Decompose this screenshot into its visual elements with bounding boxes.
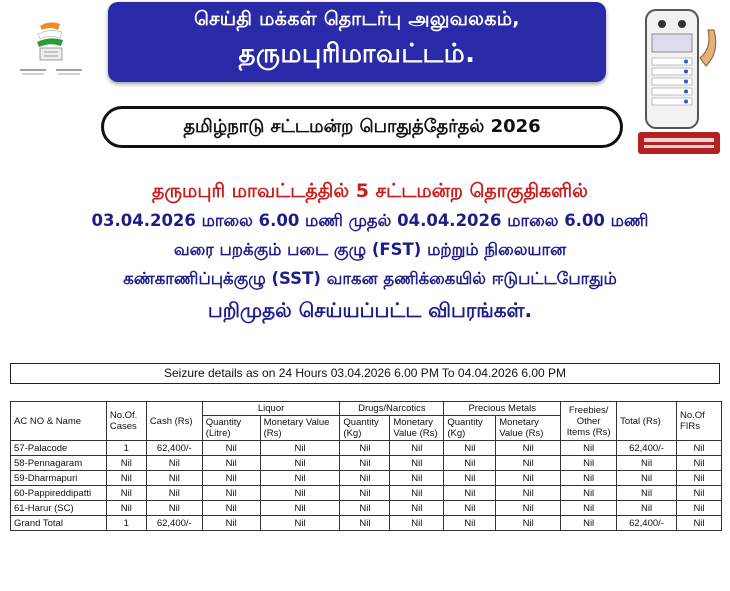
table-cell: Nil bbox=[561, 471, 617, 486]
table-row bbox=[11, 501, 722, 516]
row-ac-name: 57-Palacode bbox=[11, 441, 107, 456]
grand-total-row bbox=[11, 516, 722, 531]
table-cell: Nil bbox=[260, 471, 340, 486]
table-cell: Nil bbox=[617, 456, 677, 471]
table-row bbox=[11, 486, 722, 501]
table-cell: Nil bbox=[617, 471, 677, 486]
row-ac-name: Grand Total bbox=[11, 516, 107, 531]
header-banner bbox=[108, 2, 606, 82]
table-cell: Nil bbox=[340, 456, 390, 471]
header-metals-qty: Quantity (Kg) bbox=[444, 416, 496, 441]
description-heading: தருமபுரி மாவட்டத்தில் 5 சட்டமன்ற தொகுதிகளில் bbox=[152, 180, 588, 202]
header-drugs-value: Monetary Value (Rs) bbox=[390, 416, 444, 441]
table-cell: Nil bbox=[561, 441, 617, 456]
header-ac-name: AC NO & Name bbox=[11, 402, 107, 441]
table-cell: Nil bbox=[496, 456, 561, 471]
table-cell: Nil bbox=[444, 501, 496, 516]
table-cell: Nil bbox=[390, 501, 444, 516]
table-cell: Nil bbox=[340, 516, 390, 531]
table-cell: Nil bbox=[340, 501, 390, 516]
table-cell: Nil bbox=[106, 501, 146, 516]
description-period: 03.04.2026 மாலை 6.00 மணி முதல் 04.04.2026 மாலை 6.00 மணி bbox=[91, 211, 649, 230]
table-cell: Nil bbox=[444, 471, 496, 486]
table-cell: Nil bbox=[676, 471, 721, 486]
table-row bbox=[11, 441, 722, 456]
header-drugs: Drugs/Narcotics bbox=[340, 402, 444, 416]
table-cell: Nil bbox=[676, 516, 721, 531]
table-cell: Nil bbox=[617, 486, 677, 501]
header-cases: No.Of. Cases bbox=[106, 402, 146, 441]
table-cell: Nil bbox=[106, 471, 146, 486]
table-cell: Nil bbox=[390, 456, 444, 471]
header-drugs-qty: Quantity (Kg) bbox=[340, 416, 390, 441]
table-cell: Nil bbox=[260, 486, 340, 501]
table-cell: 62,400/- bbox=[617, 441, 677, 456]
table-cell: Nil bbox=[340, 471, 390, 486]
seizure-caption: Seizure details as on 24 Hours 03.04.2026 6.00 PM To 04.04.2026 6.00 PM bbox=[10, 363, 720, 384]
header-metals-value: Monetary Value (Rs) bbox=[496, 416, 561, 441]
header-firs: No.Of FIRs bbox=[676, 402, 721, 441]
table-cell: Nil bbox=[106, 486, 146, 501]
table-cell: Nil bbox=[202, 516, 260, 531]
table-cell: Nil bbox=[444, 486, 496, 501]
table-header-row-1 bbox=[11, 402, 722, 416]
table-cell: Nil bbox=[496, 486, 561, 501]
table-cell: Nil bbox=[340, 441, 390, 456]
table-cell: Nil bbox=[561, 486, 617, 501]
table-cell: Nil bbox=[340, 486, 390, 501]
table-cell: Nil bbox=[617, 501, 677, 516]
table-cell: Nil bbox=[146, 486, 202, 501]
table-cell: Nil bbox=[202, 486, 260, 501]
voter-awareness-mascot bbox=[634, 8, 724, 156]
table-cell: Nil bbox=[260, 456, 340, 471]
table-cell: Nil bbox=[676, 486, 721, 501]
table-cell: Nil bbox=[444, 456, 496, 471]
header-freebies: Freebies/ Other Items (Rs) bbox=[561, 402, 617, 441]
table-row bbox=[11, 471, 722, 486]
row-ac-name: 59-Dharmapuri bbox=[11, 471, 107, 486]
table-cell: Nil bbox=[106, 456, 146, 471]
table-cell: Nil bbox=[260, 501, 340, 516]
description-line-sst: கண்காணிப்புக்குழு (SST) வாகன தணிக்கையில் ஈடுபட்டபோதும் bbox=[123, 269, 617, 288]
header-cash: Cash (Rs) bbox=[146, 402, 202, 441]
seizure-table bbox=[10, 401, 722, 531]
table-cell: Nil bbox=[444, 516, 496, 531]
table-cell: Nil bbox=[390, 471, 444, 486]
table-cell: 1 bbox=[106, 441, 146, 456]
table-cell: Nil bbox=[146, 456, 202, 471]
table-cell: Nil bbox=[444, 441, 496, 456]
table-cell: Nil bbox=[676, 456, 721, 471]
table-cell: Nil bbox=[561, 501, 617, 516]
header-total: Total (Rs) bbox=[617, 402, 677, 441]
description-line-fst: வரை பறக்கும் படை குழு (FST) மற்றும் நிலையான bbox=[173, 240, 567, 259]
table-cell: Nil bbox=[146, 501, 202, 516]
table-cell: Nil bbox=[496, 441, 561, 456]
row-ac-name: 61-Harur (SC) bbox=[11, 501, 107, 516]
table-cell: Nil bbox=[390, 486, 444, 501]
table-cell: Nil bbox=[676, 501, 721, 516]
table-cell: Nil bbox=[496, 516, 561, 531]
table-cell: Nil bbox=[202, 456, 260, 471]
table-cell: Nil bbox=[676, 441, 721, 456]
table-cell: Nil bbox=[146, 471, 202, 486]
table-cell: Nil bbox=[260, 516, 340, 531]
description-closing: பறிமுதல் செய்யப்பட்ட விபரங்கள். bbox=[207, 298, 533, 322]
header-office-title: செய்தி மக்கள் தொடர்பு அலுவலகம், bbox=[194, 8, 520, 30]
header-liquor-value: Monetary Value (Rs) bbox=[260, 416, 340, 441]
header-metals: Precious Metals bbox=[444, 402, 561, 416]
row-ac-name: 60-Pappireddipatti bbox=[11, 486, 107, 501]
header-liquor: Liquor bbox=[202, 402, 340, 416]
table-cell: Nil bbox=[496, 471, 561, 486]
table-cell: Nil bbox=[390, 441, 444, 456]
election-title: தமிழ்நாடு சட்டமன்ற பொதுத்தேர்தல் 2026 bbox=[101, 106, 623, 148]
table-cell: Nil bbox=[496, 501, 561, 516]
table-cell: Nil bbox=[202, 441, 260, 456]
table-row bbox=[11, 456, 722, 471]
table-cell: 1 bbox=[106, 516, 146, 531]
table-cell: Nil bbox=[202, 471, 260, 486]
row-ac-name: 58-Pennagaram bbox=[11, 456, 107, 471]
table-cell: Nil bbox=[390, 516, 444, 531]
election-commission-logo bbox=[10, 12, 92, 84]
seizure-table-body bbox=[11, 441, 722, 531]
header-liquor-qty: Quantity (Litre) bbox=[202, 416, 260, 441]
table-cell: Nil bbox=[260, 441, 340, 456]
table-cell: 62,400/- bbox=[617, 516, 677, 531]
table-cell: Nil bbox=[202, 501, 260, 516]
table-cell: 62,400/- bbox=[146, 441, 202, 456]
table-cell: Nil bbox=[561, 456, 617, 471]
table-cell: Nil bbox=[561, 516, 617, 531]
header-district-title: தருமபுரிமாவட்டம். bbox=[238, 39, 476, 69]
table-cell: 62,400/- bbox=[146, 516, 202, 531]
